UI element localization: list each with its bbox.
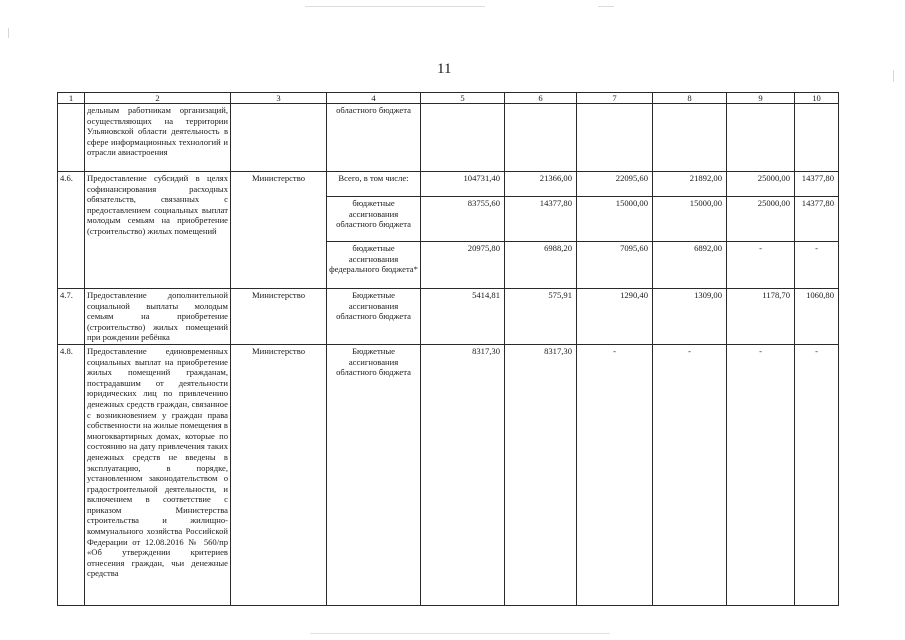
value-cell: 14377,80 xyxy=(795,197,839,242)
funding-source: Всего, в том числе: xyxy=(327,172,421,197)
value-cell: 1309,00 xyxy=(653,289,727,345)
funding-source: бюджетные ассигнования областного бюджета xyxy=(327,197,421,242)
budget-table xyxy=(57,92,839,606)
measure-name: Предоставление дополнительной социальной выплаты молодым семьям на приобретение (строительство) жилых помещений при рождении ребёнка xyxy=(85,289,231,345)
header-cell: 10 xyxy=(795,93,839,104)
value-cell: 6892,00 xyxy=(653,242,727,289)
header-cell: 8 xyxy=(653,93,727,104)
header-cell: 2 xyxy=(85,93,231,104)
scan-artifact xyxy=(8,28,9,38)
value-cell: - xyxy=(727,344,795,605)
funding-source: бюджетные ассигнования федерального бюджета* xyxy=(327,242,421,289)
value-cell: 7095,60 xyxy=(577,242,653,289)
value-cell: - xyxy=(653,344,727,605)
table-row xyxy=(58,172,839,197)
value-cell: 21366,00 xyxy=(505,172,577,197)
value-cell: 575,91 xyxy=(505,289,577,345)
value-cell: 83755,60 xyxy=(421,197,505,242)
executor: Министерство xyxy=(231,172,327,289)
value-cell: 8317,30 xyxy=(421,344,505,605)
funding-source: областного бюджета xyxy=(327,104,421,172)
measure-name: Предоставление субсидий в целях софинансирования расходных обязательств, связанных с предоставлением социальных выплат молодым семьям на приобретение (строительство) жилых помещений xyxy=(85,172,231,289)
executor: Министерство xyxy=(231,344,327,605)
value-cell: 14377,80 xyxy=(795,172,839,197)
header-cell: 9 xyxy=(727,93,795,104)
header-cell: 7 xyxy=(577,93,653,104)
value-cell: - xyxy=(727,242,795,289)
header-cell: 5 xyxy=(421,93,505,104)
measure-name: Предоставление единовременных социальных выплат на приобретение жилых помещений гражданам, пострадавшим от деятельности юридических лиц по привлечению денежных средств граждан, связанное с возникновением у граждан права собственности на жилые помещения в многоквартирных домах, которые по состоянию на дату привлечения таких денежных средств не введены в эксплуатацию, в порядке, установленном законодательством о градостроительной деятельности, и включением в соответствие с приказом Министерства строительства и жилищно-коммунального хозяйства Российской Федерации от 12.08.2016 № 560/пр «Об утверждении критериев отнесения граждан, чьи денежные средства xyxy=(85,344,231,605)
scan-artifact xyxy=(598,6,614,7)
header-cell: 6 xyxy=(505,93,577,104)
table-row xyxy=(58,289,839,345)
page-number: 11 xyxy=(437,61,452,77)
table-row xyxy=(58,104,839,172)
header-row xyxy=(58,93,839,104)
value-cell: 5414,81 xyxy=(421,289,505,345)
value-cell: 15000,00 xyxy=(653,197,727,242)
value-cell: - xyxy=(795,344,839,605)
value-cell: 25000,00 xyxy=(727,197,795,242)
measure-name: дельным работникам организаций, осуществляющих на территории Ульяновской области деятельность в сфере информационных технологий и отрасли авиастроения xyxy=(85,104,231,172)
value-cell: 14377,80 xyxy=(505,197,577,242)
value-cell: 1290,40 xyxy=(577,289,653,345)
scan-artifact xyxy=(310,633,610,634)
value-cell: 8317,30 xyxy=(505,344,577,605)
value-cell: 25000,00 xyxy=(727,172,795,197)
value-cell: 104731,40 xyxy=(421,172,505,197)
scan-artifact xyxy=(305,6,485,7)
funding-source: Бюджетные ассигнования областного бюджета xyxy=(327,289,421,345)
value-cell: 6988,20 xyxy=(505,242,577,289)
row-number: 4.8. xyxy=(58,344,85,605)
scan-artifact xyxy=(893,70,894,82)
header-cell: 4 xyxy=(327,93,421,104)
value-cell: 21892,00 xyxy=(653,172,727,197)
row-number: 4.7. xyxy=(58,289,85,345)
table-row xyxy=(58,344,839,605)
value-cell: 20975,80 xyxy=(421,242,505,289)
value-cell: 1060,80 xyxy=(795,289,839,345)
header-cell: 3 xyxy=(231,93,327,104)
value-cell: 15000,00 xyxy=(577,197,653,242)
executor: Министерство xyxy=(231,289,327,345)
value-cell: 22095,60 xyxy=(577,172,653,197)
value-cell: 1178,70 xyxy=(727,289,795,345)
row-number: 4.6. xyxy=(58,172,85,289)
funding-source: Бюджетные ассигнования областного бюджета xyxy=(327,344,421,605)
value-cell: - xyxy=(795,242,839,289)
header-cell: 1 xyxy=(58,93,85,104)
value-cell: - xyxy=(577,344,653,605)
